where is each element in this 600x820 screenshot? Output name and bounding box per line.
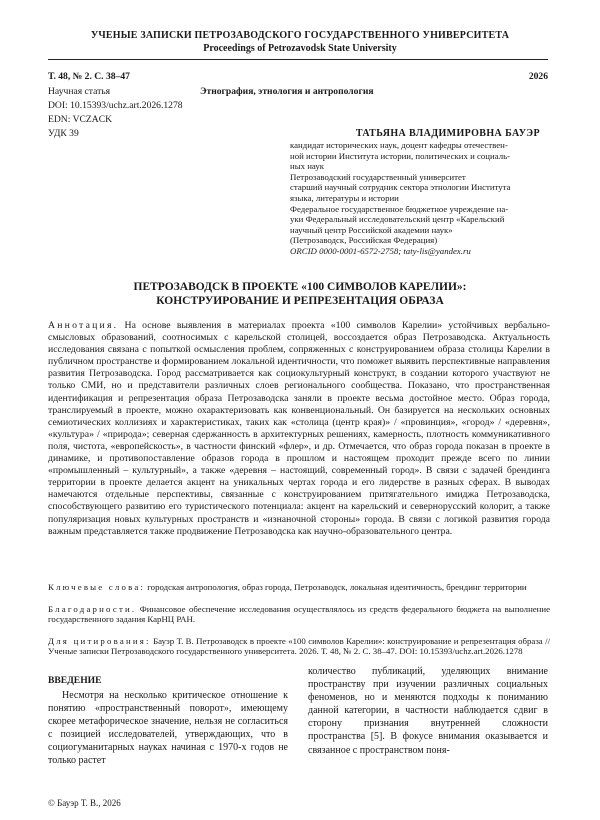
abstract: [48, 320, 550, 538]
keywords-text: городская антропология, образ города, Петрозаводск, локальная идентичность, брендинг территории: [147, 582, 527, 592]
keywords-label: Ключевые слова:: [48, 582, 146, 592]
body-column-left: Несмотря на несколько критическое отношение к понятию «пространственный поворот», имеющему скорее метафорическое значение, нельзя не согласиться с позицией исследователей, утверждающих, что в социогуманитарных науках начиная с 1970-х годов не только растет: [48, 690, 288, 767]
introduction-heading: ВВЕДЕНИЕ: [48, 675, 102, 686]
affiliation-line: кандидат исторических наук, доцент кафедры отечествен-: [290, 140, 508, 150]
keywords: [48, 582, 550, 592]
orcid-email[interactable]: ORCID 0000-0001-6572-2758; taty-lis@yandex.ru: [290, 245, 471, 256]
journal-title-en: Proceedings of Petrozavodsk State University: [203, 43, 397, 54]
edn: EDN: VCZACK: [48, 114, 113, 125]
affiliation-line: ных наук: [290, 161, 325, 172]
title-line-2: КОНСТРУИРОВАНИЕ И РЕПРЕЗЕНТАЦИЯ ОБРАЗА: [156, 295, 444, 307]
udk: УДК 39: [48, 128, 79, 139]
citation-text: Бауэр Т. В. Петрозаводск в проекте «100 символов Карелии»: конструирование и репрезентация образа // Ученые записки Петрозаводского государственного университета. 2026. Т. 48, № 2. С. 38–47. DOI: 10.15393/uchz.art.2026.1278: [48, 636, 551, 657]
body-column-right: количество публикаций, уделяющих внимание пространству при изучении различных социальных феноменов, но и меняются подходы к пониманию данной категории, в частности наблюдается сдвиг в сторону признания внутренней сложности пространства [5]. В фокусе внимания оказывается и связанное с пространством поня-: [308, 666, 548, 756]
affiliation-line: Петрозаводский государственный университет: [290, 171, 466, 182]
affiliation-line: ной истории Института истории, политических и социаль-: [290, 150, 511, 161]
volume-pages: Т. 48, № 2. С. 38–47: [48, 71, 130, 82]
abstract-text: На основе выявления в материалах проекта «100 символов Карелии» устойчивых вербально-смысловых образований, соотносимых с карельской столицей, воссоздается образ Петрозаводска. Актуальность исследования связана с попыткой осмысления проблем, сопряженных с конструированием образа столицы Карелии в публичном пространстве и формированием локальной идентичности, что поможет выявить перспективные направления развития Петрозаводска. Город рассматривается как социокультурный конструкт, в создании которого участвуют не только СМИ, но и представители различных слоев регионального сообщества. Показано, что пространственная идентификация и репрезентация образа Петрозаводска заняли в проекте весьма достойное место. Образ города, транслируемый в проекте, можно охарактеризовать как конвенциональный. Он базируется на нескольких основных семиотических коллизиях и характеристиках, таких как «столица (центр края)» / «провинция», «город» / «деревня», «культура» / «природа»; северная сдержанность в архитектурных решениях, камерность, плотность коммуникативного поля, чистота, «европейскость», в частности финский «флер», и др. Отмечается, что образ города показан в проекте в динамике, и противопоставление образов города в прошлом и настоящем проходит прежде всего по линии «промышленный – культурный», а также «деревня – настоящий, современный город». В связи с задачей брендинга территории в проекте делается акцент на уникальных чертах города и его лидерстве в разных сферах. В выводах намечаются отдельные перспективы, связанные с конструированием притягательного имиджа Петрозаводска, способствующего развитию его туристического потенциала: акцент на карельский и севернорусский колорит, а также популяризация новых культурных пространств и «изнаночной стороны» города. В связи с логикой развития города важным представляется также продвижение Петрозаводска как научно-образовательного центра.: [48, 320, 550, 537]
affiliation-line: уки Федеральный исследовательский центр «Карельский: [290, 214, 505, 225]
citation: [48, 636, 550, 657]
acknowledgments: [48, 604, 550, 625]
abstract-label: Аннотация.: [48, 320, 119, 331]
affiliation-line: (Петрозаводск, Российская Федерация): [290, 235, 438, 246]
title-line-1: ПЕТРОЗАВОДСК В ПРОЕКТЕ «100 СИМВОЛОВ КАРЕЛИИ»:: [133, 281, 467, 293]
author-name: ТАТЬЯНА ВЛАДИМИРОВНА БАУЭР: [355, 128, 540, 139]
acknowledgments-text: Финансовое обеспечение исследования осуществлялось из средств федерального бюджета на выполнение государственного задания КарНЦ РАН.: [48, 604, 551, 625]
citation-label: Для цитирования:: [48, 636, 151, 646]
publication-year: 2026: [528, 71, 548, 82]
copyright: © Бауэр Т. В., 2026: [48, 798, 121, 808]
affiliation-line: старший научный сотрудник сектора этнологии Института: [290, 182, 511, 193]
header-rule: [48, 59, 548, 60]
author-affiliation: [290, 140, 540, 257]
affiliation-line: Федеральное государственное бюджетное учреждение на-: [290, 203, 509, 214]
affiliation-line: научный центр Российской академии наук»: [290, 224, 453, 235]
doi[interactable]: DOI: 10.15393/uchz.art.2026.1278: [48, 100, 183, 111]
section-name: Этнография, этнология и антропология: [200, 86, 374, 97]
article-title: [60, 280, 540, 308]
acknowledgments-label: Благодарности.: [48, 604, 137, 614]
journal-title: УЧЕНЫЕ ЗАПИСКИ ПЕТРОЗАВОДСКОГО ГОСУДАРСТВЕННОГО УНИВЕРСИТЕТА: [90, 30, 510, 41]
article-type: Научная статья: [48, 86, 111, 97]
affiliation-line: языка, литературы и истории: [290, 192, 399, 203]
